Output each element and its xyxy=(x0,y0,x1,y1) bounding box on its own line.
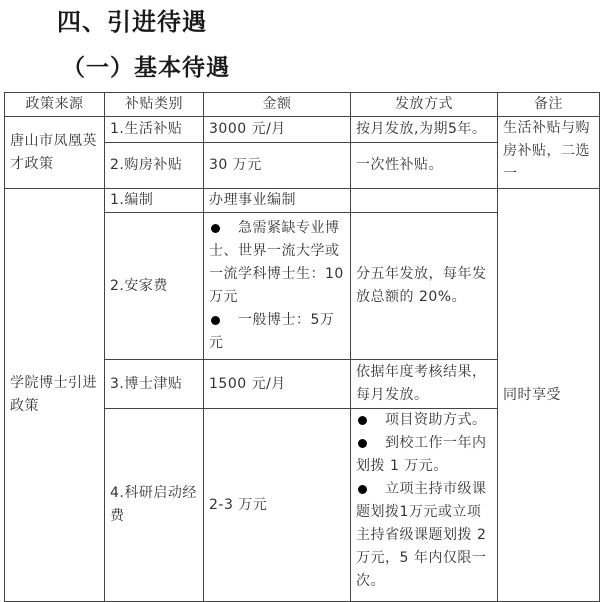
bullet-icon xyxy=(211,224,220,233)
method-cell: 按月发放,为期5年。 xyxy=(351,117,498,143)
bullet-icon xyxy=(358,439,367,448)
amount-cell: 30 万元 xyxy=(204,143,351,189)
table-row xyxy=(5,189,600,213)
subsection-heading: （一）基本待遇 xyxy=(62,55,230,81)
bullet-icon xyxy=(358,416,367,425)
method-cell xyxy=(351,409,498,602)
bullet-icon xyxy=(211,316,220,325)
header-source: 政策来源 xyxy=(5,93,105,117)
header-method: 发放方式 xyxy=(351,93,498,117)
method-cell: 依据年度考核结果，每月发放。 xyxy=(351,360,498,409)
bullet-item: 项目资助方式。 xyxy=(356,409,492,432)
category-cell: 4.科研启动经费 xyxy=(105,409,204,602)
section-heading: 四、引进待遇 xyxy=(57,8,207,36)
amount-cell xyxy=(204,213,351,360)
method-cell xyxy=(351,189,498,213)
note-cell: 生活补贴与购房补贴，二选一 xyxy=(498,117,600,189)
category-cell: 2.安家费 xyxy=(105,213,204,360)
bullet-item: 立项主持市级课题划拨1万元或立项主持省级课题划拨 2 万元，5 年内仅限一次。 xyxy=(356,481,487,589)
table-row xyxy=(5,117,600,143)
benefits-table xyxy=(4,92,600,602)
amount-cell: 办理事业编制 xyxy=(204,189,351,213)
note-cell: 同时享受 xyxy=(498,189,600,602)
amount-cell: 2-3 万元 xyxy=(204,409,351,602)
bullet-item: 一般博士：5万元 xyxy=(209,312,335,351)
category-cell: 1.编制 xyxy=(105,189,204,213)
header-amount: 金额 xyxy=(204,93,351,117)
bullet-icon xyxy=(358,485,367,494)
policy-source-cell: 唐山市凤凰英才政策 xyxy=(5,117,105,189)
category-cell: 3.博士津贴 xyxy=(105,360,204,409)
table-header-row xyxy=(5,93,600,117)
header-category: 补贴类别 xyxy=(105,93,204,117)
amount-cell: 1500 元/月 xyxy=(204,360,351,409)
method-cell: 分五年发放，每年发放总额的 20%。 xyxy=(351,213,498,360)
category-cell: 2.购房补贴 xyxy=(105,143,204,189)
policy-source-cell: 学院博士引进政策 xyxy=(5,189,105,602)
bullet-item: 到校工作一年内划拨 1 万元。 xyxy=(356,435,487,474)
bullet-item: 急需紧缺专业博士、世界一流大学或一流学科博士生：10万元 xyxy=(209,220,344,305)
category-cell: 1.生活补贴 xyxy=(105,117,204,143)
amount-cell: 3000 元/月 xyxy=(204,117,351,143)
method-cell: 一次性补贴。 xyxy=(351,143,498,189)
header-note: 备注 xyxy=(498,93,600,117)
